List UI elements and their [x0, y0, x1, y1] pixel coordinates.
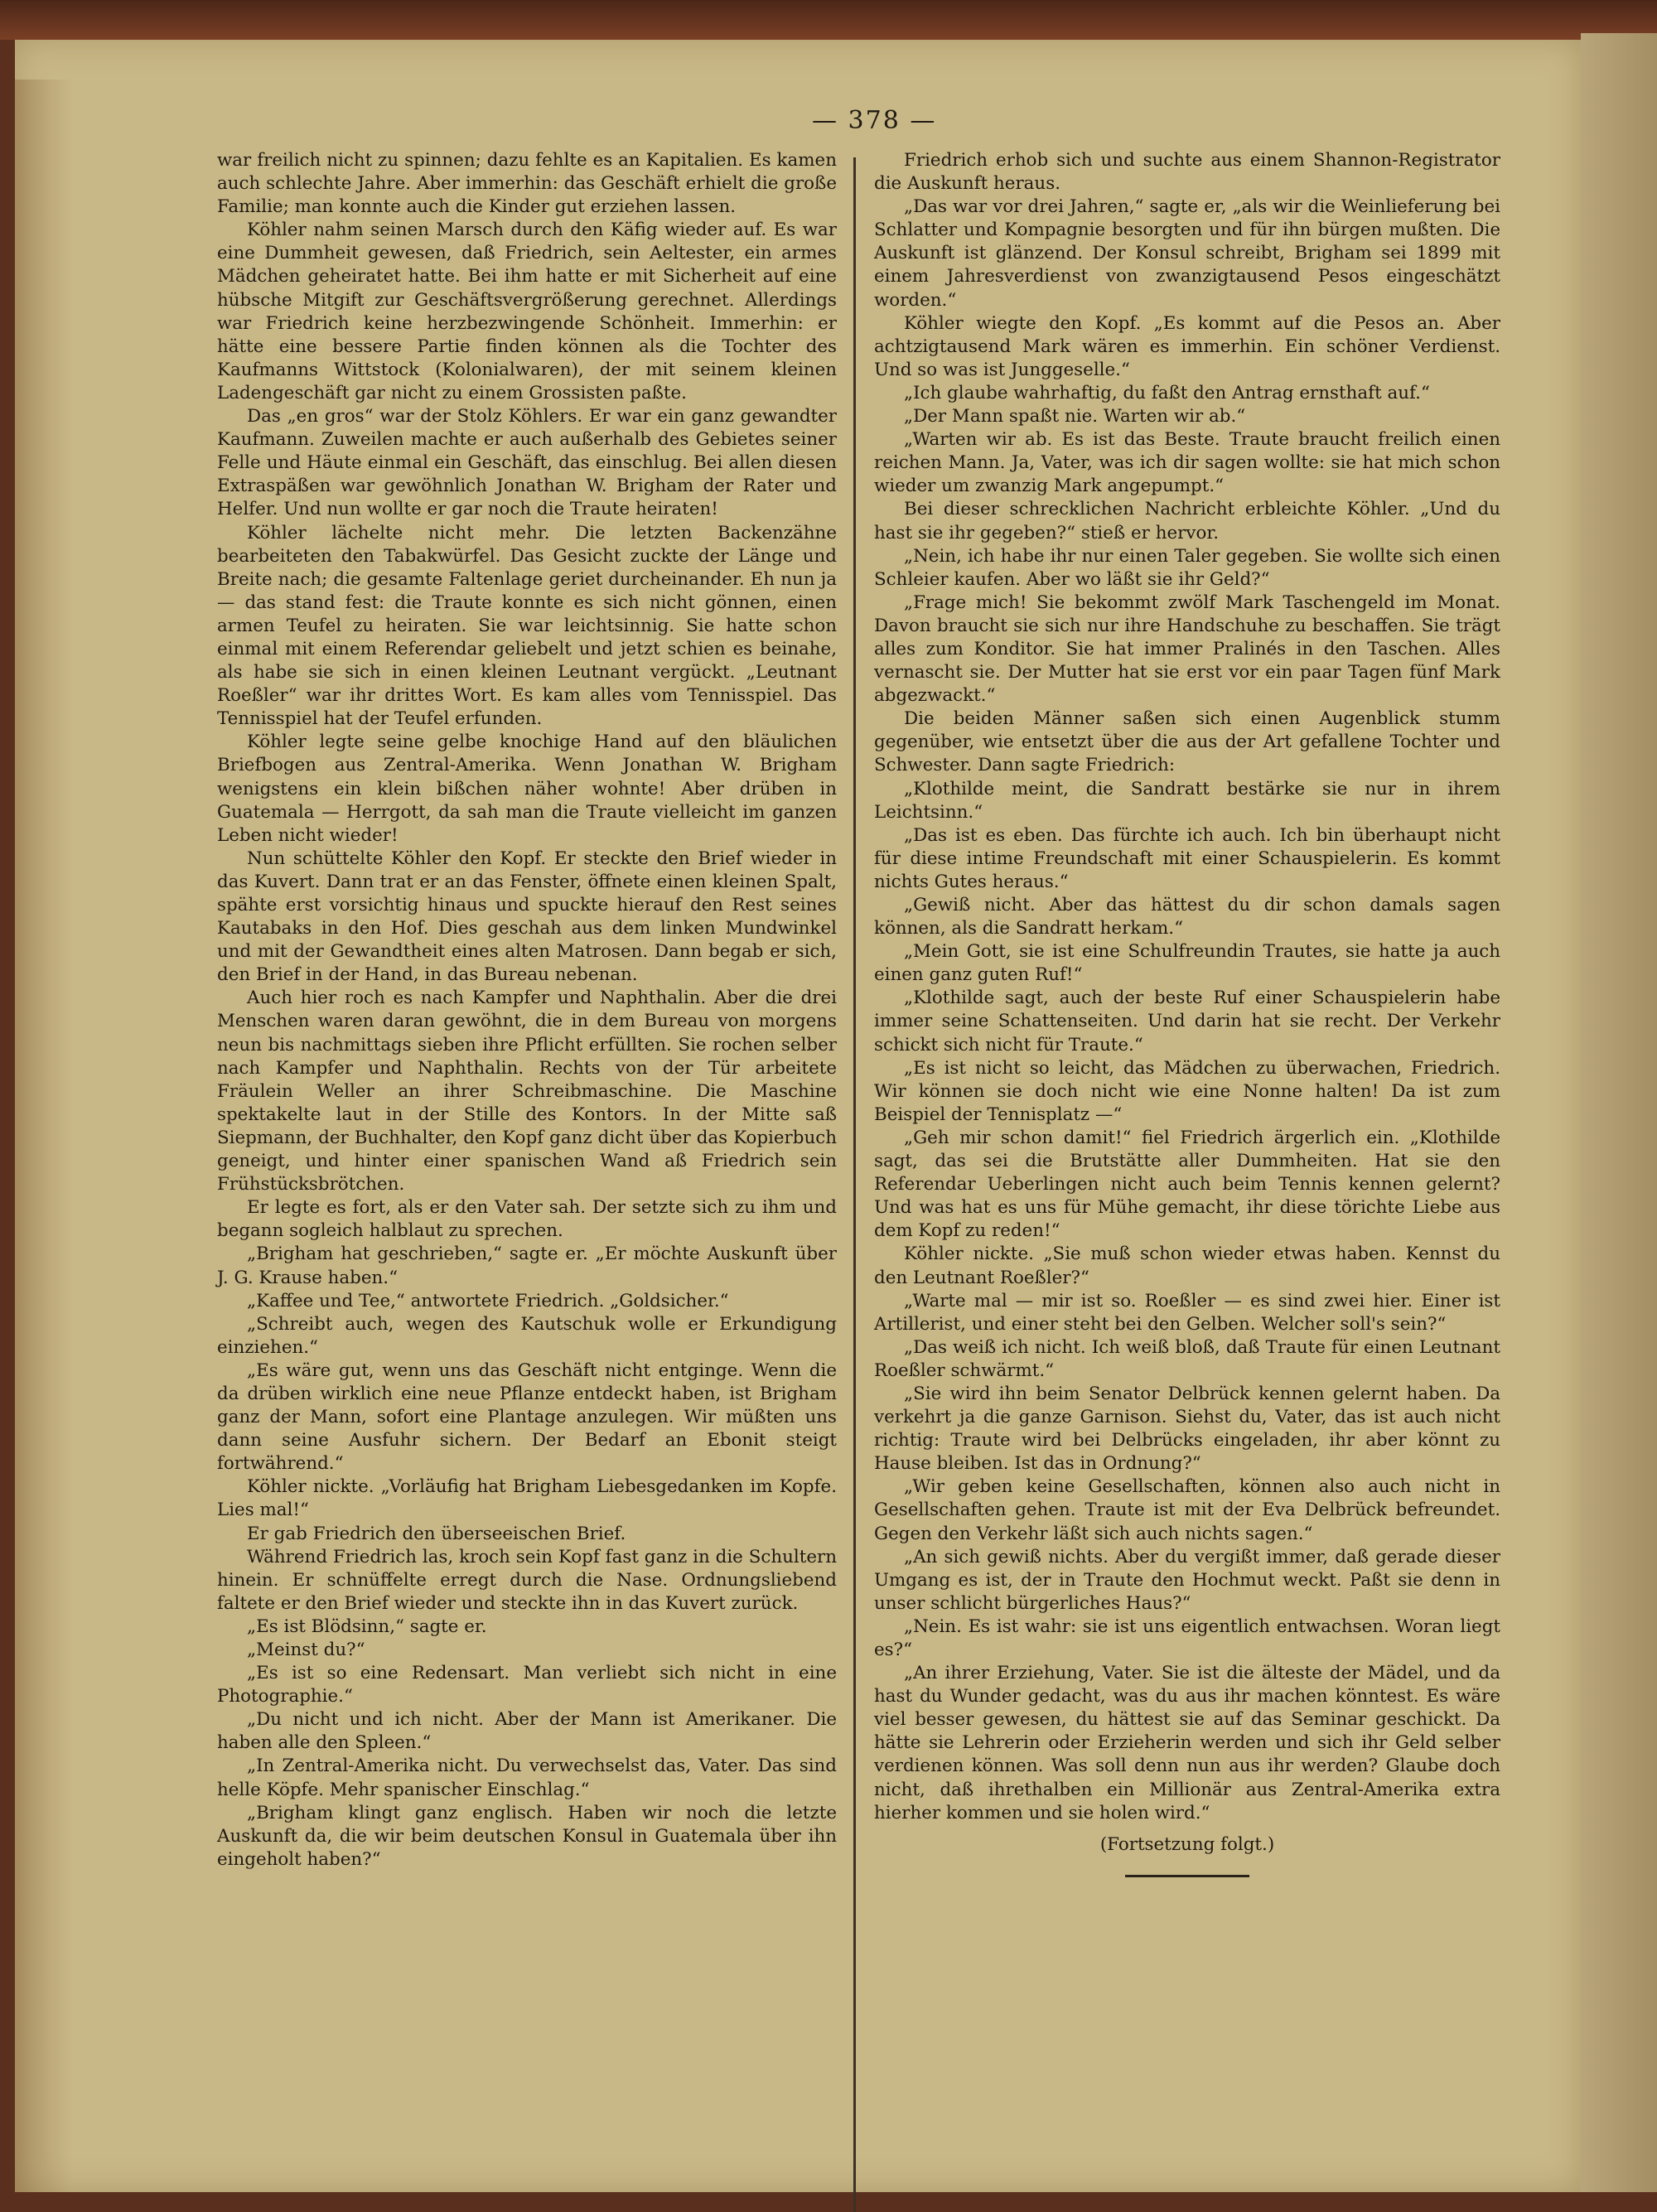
paragraph: Friedrich erhob sich und suchte aus einem Shannon-Registrator die Auskunft heraus. — [874, 150, 1500, 195]
scan-top-edge — [0, 0, 1657, 40]
paragraph: Während Friedrich las, kroch sein Kopf fast ganz in die Schultern hinein. Er schnüffelte erregt durch die Nase. Ordnungsliebend faltete er den Brief wieder und steckte ihn in das Kuvert zurück. — [217, 1546, 837, 1614]
right-text-column — [874, 149, 1500, 1877]
paragraph: „Warten wir ab. Es ist das Beste. Traute braucht freilich einen reichen Mann. Ja, Vater, was ich dir sagen wollte: sie hat mich schon wieder um zwanzig Mark angepumpt.“ — [874, 429, 1500, 497]
page-binding-shadow — [15, 80, 73, 2192]
paragraph: Er legte es fort, als er den Vater sah. Der setzte sich zu ihm und begann sogleich halblaut zu sprechen. — [217, 1197, 837, 1242]
paragraph: „Es ist so eine Redensart. Man verliebt sich nicht in eine Photographie.“ — [217, 1663, 837, 1707]
paragraph: Köhler nickte. „Sie muß schon wieder etwas haben. Kennst du den Leutnant Roeßler?“ — [874, 1244, 1500, 1288]
paragraph: „Das weiß ich nicht. Ich weiß bloß, daß Traute für einen Leutnant Roeßler schwärmt.“ — [874, 1336, 1500, 1381]
paragraph: „Es ist nicht so leicht, das Mädchen zu überwachen, Friedrich. Wir können sie doch nicht wie eine Nonne halten! Da ist zum Beispiel der Tennisplatz —“ — [874, 1057, 1500, 1125]
paragraph: „Geh mir schon damit!“ fiel Friedrich ärgerlich ein. „Klothilde sagt, das sei die Brutstätte aller Dummheiten. Hat sie den Referendar Ueberlingen nicht auch beim Tennis kennen gelernt? Und was hat es uns für Mühe gemacht, ihr diese törichte Liebe aus dem Kopf zu reden!“ — [874, 1127, 1500, 1242]
paragraph: Bei dieser schrecklichen Nachricht erbleichte Köhler. „Und du hast sie ihr gegeben?“ stieß er hervor. — [874, 499, 1500, 543]
paragraph: „Brigham klingt ganz englisch. Haben wir noch die letzte Auskunft da, die wir beim deutschen Konsul in Guatemala über ihn eingeholt haben?“ — [217, 1802, 837, 1870]
paragraph: Köhler lächelte nicht mehr. Die letzten Backenzähne bearbeiteten den Tabakwürfel. Das Gesicht zuckte der Länge und Breite nach; die gesamte Faltenlage geriet durcheinander. Eh nun ja — das stand fest: die Traute konnte es sich nicht gönnen, einen armen Teufel zu heiraten. Sie war leichtsinnig. Sie hatte schon einmal mit einem Referendar geliebelt und jetzt schien es beinahe, als habe sie sich in einen kleinen Leutnant vergückt. „Leutnant Roeßler“ war ihr drittes Wort. Es kam alles vom Tennisspiel. Das Tennisspiel hat der Teufel erfunden. — [217, 522, 837, 730]
scan-right-edge — [1581, 33, 1657, 2192]
continued-note: (Fortsetzung folgt.) — [1099, 1833, 1275, 1855]
paragraph: „Warte mal — mir ist so. Roeßler — es sind zwei hier. Einer ist Artillerist, und einer steht bei den Gelben. Welcher soll's sein?“ — [874, 1290, 1500, 1335]
paragraph: „Es wäre gut, wenn uns das Geschäft nicht entginge. Wenn die da drüben wirklich eine neue Pflanze entdeckt haben, ist Brigham ganz der Mann, sofort eine Plantage anzulegen. Wir müßten uns dann seine Ausfuhr sichern. Der Bedarf an Ebonit steigt fortwährend.“ — [217, 1360, 837, 1475]
paragraph: „Nein. Es ist wahr: sie ist uns eigentlich entwachsen. Woran liegt es?“ — [874, 1616, 1500, 1660]
paragraph: „Frage mich! Sie bekommt zwölf Mark Taschengeld im Monat. Davon braucht sie sich nur ihre Handschuhe zu beschaffen. Sie trägt alles zum Konditor. Sie hat immer Pralinés in den Taschen. Alles vernascht sie. Der Mutter hat sie erst vor ein paar Tagen fünf Mark abgezwackt.“ — [874, 592, 1500, 707]
paragraph: „Kaffee und Tee,“ antwortete Friedrich. „Goldsicher.“ — [247, 1290, 729, 1311]
paragraph: „Das ist es eben. Das fürchte ich auch. Ich bin überhaupt nicht für diese intime Freundschaft mit einer Schauspielerin. Es kommt nichts Gutes heraus.“ — [874, 824, 1500, 892]
paragraph: „Klothilde sagt, auch der beste Ruf einer Schauspielerin habe immer seine Schattenseiten. Und darin hat sie recht. Der Verkehr schickt sich nicht für Traute.“ — [874, 988, 1500, 1055]
paragraph: „Mein Gott, sie ist eine Schulfreundin Trautes, sie hatte ja auch einen ganz guten Ruf!“ — [874, 941, 1500, 986]
paragraph: Auch hier roch es nach Kampfer und Naphthalin. Aber die drei Menschen waren daran gewöhnt, die in dem Bureau von morgens neun bis nachmittags sieben ihre Pflicht erfüllten. Sie rochen selber nach Kampfer und Naphthalin. Rechts von der Tür arbeitete Fräulein Weller an ihrer Schreibmaschine. Die Maschine spektakelte laut in der Stille des Kontors. In der Mitte saß Siepmann, der Buchhalter, den Kopf ganz dicht über das Kopierbuch geneigt, und hinter einer spanischen Wand aß Friedrich sein Frühstücksbrötchen. — [217, 988, 837, 1195]
end-rule — [1125, 1875, 1249, 1877]
column-divider — [853, 157, 856, 2212]
paragraph: Er gab Friedrich den überseeischen Brief. — [247, 1523, 626, 1544]
paragraph: war freilich nicht zu spinnen; dazu fehlte es an Kapitalien. Es kamen auch schlechte Jahre. Aber immerhin: das Geschäft erhielt die große Familie; man konnte auch die Kinder gut erziehen lassen. — [217, 150, 837, 218]
paragraph: „Es ist Blödsinn,“ sagte er. — [247, 1616, 487, 1637]
paragraph: Köhler wiegte den Kopf. „Es kommt auf die Pesos an. Aber achtzigtausend Mark wären es immerhin. Ein schöner Verdienst. Und so was ist Junggeselle.“ — [874, 312, 1500, 380]
paragraph: „Meinst du?“ — [247, 1640, 365, 1660]
paragraph: „Schreibt auch, wegen des Kautschuk wolle er Erkundigung einziehen.“ — [217, 1313, 837, 1358]
page-number: — 378 — — [812, 106, 937, 135]
paragraph: Köhler legte seine gelbe knochige Hand auf den bläulichen Briefbogen aus Zentral-Amerika. Wenn Jonathan W. Brigham wenigstens ein klein bißchen näher wohnte! Aber drüben in Guatemala — Herrgott, da sah man die Traute vielleicht im ganzen Leben nicht wieder! — [217, 732, 837, 846]
paragraph: Nun schüttelte Köhler den Kopf. Er steckte den Brief wieder in das Kuvert. Dann trat er an das Fenster, öffnete einen kleinen Spalt, spähte erst vorsichtig hinaus und spuckte hierauf den Rest seines Kautabaks in den Hof. Dies geschah aus dem linken Mundwinkel und mit der Gewandtheit eines alten Matrosen. Dann begab er sich, den Brief in der Hand, in das Bureau nebenan. — [217, 848, 837, 986]
paragraph: Köhler nickte. „Vorläufig hat Brigham Liebesgedanken im Kopfe. Lies mal!“ — [217, 1476, 837, 1521]
paragraph: „An sich gewiß nichts. Aber du vergißt immer, daß gerade dieser Umgang es ist, der in Traute den Hochmut weckt. Paßt sie denn in unser schlicht bürgerliches Haus?“ — [874, 1546, 1500, 1614]
paragraph: „Klothilde meint, die Sandratt bestärke sie nur in ihrem Leichtsinn.“ — [874, 778, 1500, 823]
paragraph: „Du nicht und ich nicht. Aber der Mann ist Amerikaner. Die haben alle den Spleen.“ — [217, 1709, 837, 1754]
paragraph: „Gewiß nicht. Aber das hättest du dir schon damals sagen können, als die Sandratt herkam.“ — [874, 895, 1500, 939]
paragraph: „Nein, ich habe ihr nur einen Taler gegeben. Sie wollte sich einen Schleier kaufen. Aber wo läßt sie ihr Geld?“ — [874, 545, 1500, 590]
paragraph: „Ich glaube wahrhaftig, du faßt den Antrag ernsthaft auf.“ — [904, 382, 1430, 403]
paragraph: „In Zentral-Amerika nicht. Du verwechselst das, Vater. Das sind helle Köpfe. Mehr spanischer Einschlag.“ — [217, 1756, 837, 1800]
paragraph: „Wir geben keine Gesellschaften, können also auch nicht in Gesellschaften gehen. Traute ist mit der Eva Delbrück befreundet. Gegen den Verkehr läßt sich auch nichts sagen.“ — [874, 1476, 1500, 1544]
paragraph: „Der Mann spaßt nie. Warten wir ab.“ — [904, 406, 1246, 427]
paragraph: „An ihrer Erziehung, Vater. Sie ist die älteste der Mädel, und da hast du Wunder gedacht, was du aus ihr machen könntest. Es wäre viel besser gewesen, du hättest sie auf das Seminar geschickt. Da hätte sie Lehrerin oder Erzieherin werden und sich ihr Geld selber verdienen können. Was soll denn nun aus ihr werden? Glaube doch nicht, daß ihrethalben ein Millionär aus Zentral-Amerika extra hierher kommen und sie holen wird.“ — [874, 1663, 1500, 1823]
paragraph: Das „en gros“ war der Stolz Köhlers. Er war ein ganz gewandter Kaufmann. Zuweilen machte er auch außerhalb des Gebietes seiner Felle und Häute einmal ein Geschäft, das einschlug. Bei allen diesen Extraspäßen war gewöhnlich Jonathan W. Brigham der Rater und Helfer. Und nun wollte er gar noch die Traute heiraten! — [217, 406, 837, 520]
paragraph: Köhler nahm seinen Marsch durch den Käfig wieder auf. Es war eine Dummheit gewesen, daß Friedrich, sein Aeltester, ein armes Mädchen geheiratet hatte. Bei ihm hatte er mit Sicherheit auf eine hübsche Mitgift zur Geschäftsvergrößerung gerechnet. Allerdings war Friedrich keine herzbezwingende Schönheit. Immerhin: er hätte eine bessere Partie finden können als die Tochter des Kaufmanns Wittstock (Kolonialwaren), der mit seinem kleinen Ladengeschäft gar nicht zu einem Grossisten paßte. — [217, 220, 837, 403]
left-text-column — [217, 149, 837, 1872]
paragraph: „Sie wird ihn beim Senator Delbrück kennen gelernt haben. Da verkehrt ja die ganze Garnison. Siehst du, Vater, das ist auch nicht richtig: Traute wird bei Delbrücks eingeladen, ihr aber könnt zu Hause bleiben. Ist das in Ordnung?“ — [874, 1383, 1500, 1475]
paragraph: „Brigham hat geschrieben,“ sagte er. „Er möchte Auskunft über J. G. Krause haben.“ — [217, 1244, 837, 1288]
paragraph: Die beiden Männer saßen sich einen Augenblick stumm gegenüber, wie entsetzt über die aus der Art gefallene Tochter und Schwester. Dann sagte Friedrich: — [874, 708, 1500, 776]
paragraph: „Das war vor drei Jahren,“ sagte er, „als wir die Weinlieferung bei Schlatter und Kompagnie besorgten und für ihn bürgen mußten. Die Auskunft ist glänzend. Der Konsul schreibt, Brigham sei 1899 mit einem Jahresverdienst von zwanzigtausend Pesos eingeschätzt worden.“ — [874, 196, 1500, 311]
